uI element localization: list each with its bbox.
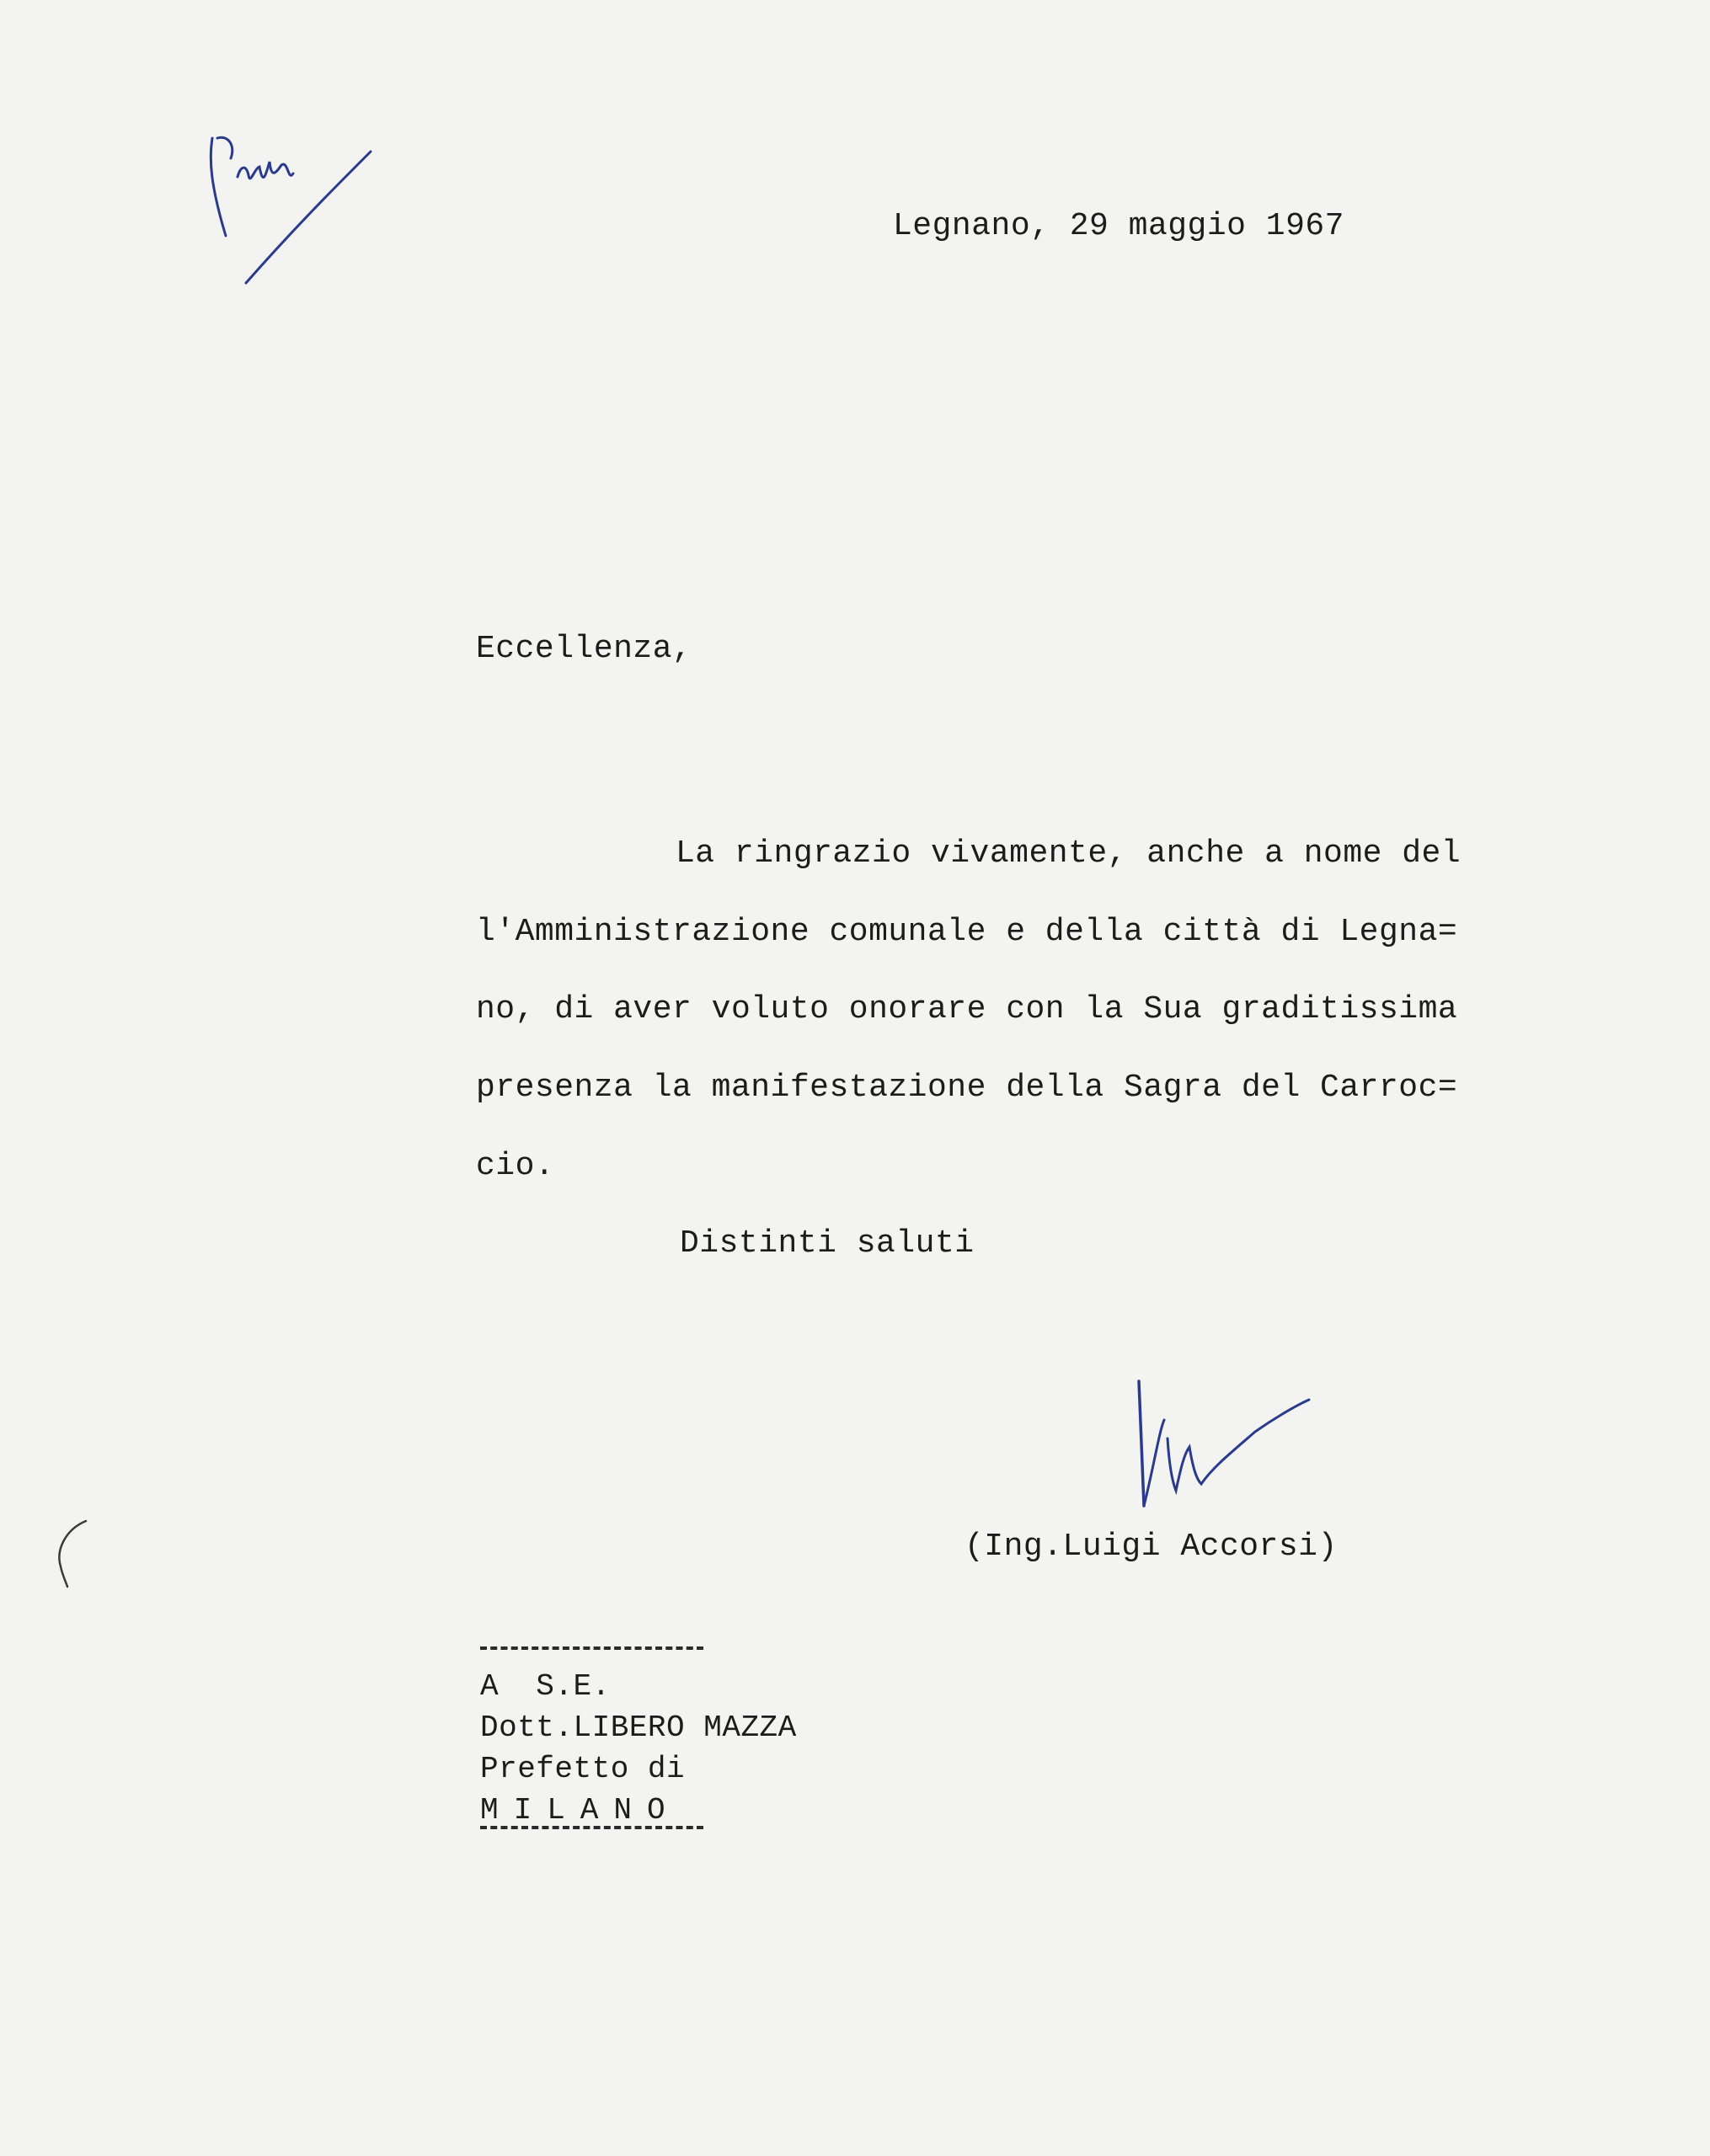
- recipient-line-1: A S.E.: [480, 1669, 611, 1704]
- recipient-line-3: Prefetto di: [480, 1752, 686, 1786]
- signer-name: (Ing.Luigi Accorsi): [965, 1529, 1338, 1565]
- salutation: Eccellenza,: [476, 631, 692, 667]
- body-line-1: La ringrazio vivamente, anche a nome del: [676, 835, 1462, 872]
- handwritten-initials: [194, 126, 396, 295]
- recipient-line-2: Dott.LIBERO MAZZA: [480, 1710, 797, 1745]
- divider-top: [480, 1646, 703, 1650]
- margin-pen-mark: [49, 1516, 99, 1592]
- signature: [1129, 1373, 1314, 1516]
- body-line-4: presenza la manifestazione della Sagra del Carroc=: [476, 1070, 1458, 1106]
- body-line-3: no, di aver voluto onorare con la Sua graditissima: [476, 991, 1458, 1027]
- divider-bottom: [480, 1826, 703, 1829]
- recipient-line-4: MILANO: [480, 1793, 681, 1828]
- body-line-5: cio.: [476, 1148, 555, 1184]
- closing: Distinti saluti: [680, 1225, 975, 1262]
- body-line-2: l'Amministrazione comunale e della città di Legna=: [476, 914, 1458, 950]
- letter-date: Legnano, 29 maggio 1967: [893, 208, 1344, 244]
